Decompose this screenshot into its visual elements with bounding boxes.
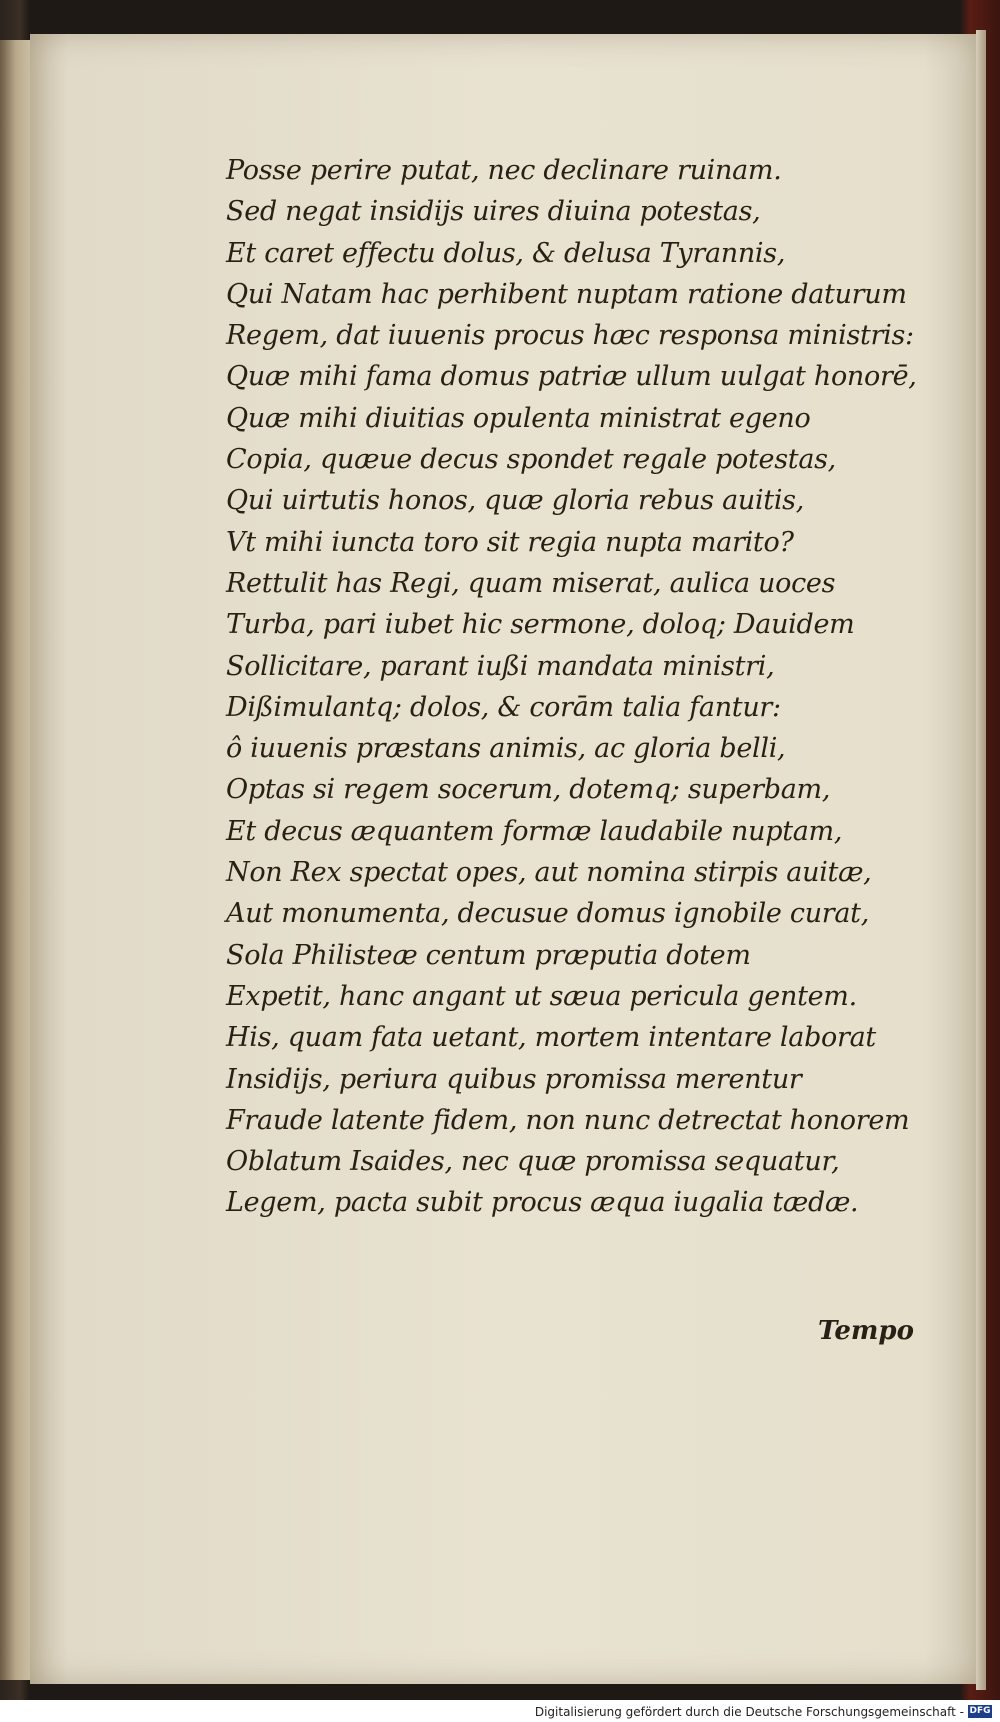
verse-line: Posse perire putat, nec declinare ruinam.	[226, 155, 782, 186]
verse-line: ô iuuenis præstans animis, ac gloria belli,	[226, 733, 786, 765]
verse-line: Dißimulantq; dolos, & corām talia fantur:	[226, 691, 781, 723]
verse-line: Oblatum Isaides, nec quæ promissa sequatur,	[226, 1146, 840, 1178]
verse-line: Sollicitare, parant iußi mandata ministri,	[226, 650, 775, 682]
funding-credit: Digitalisierung gefördert durch die Deutsche Forschungsgemeinschaft -	[534, 1705, 964, 1719]
verse-line: Et decus æquantem formæ laudabile nuptam,	[226, 815, 843, 847]
verse-line: Rettulit has Regi, quam miserat, aulica uoces	[226, 567, 836, 599]
verse-line: Legem, pacta subit procus æqua iugalia tædæ.	[226, 1187, 859, 1219]
dfg-logo-icon: DFG	[969, 1706, 991, 1716]
verse-line: Aut monumenta, decusue domus ignobile curat,	[226, 898, 870, 930]
digitization-footer	[0, 1700, 1000, 1722]
verse-line: Expetit, hanc angant ut sæua pericula gentem.	[226, 980, 857, 1012]
verse-line: Turba, pari iubet hic sermone, doloq; Dauidem	[226, 609, 855, 641]
verse-line: His, quam fata uetant, mortem intentare laborat	[226, 1022, 876, 1054]
verse-line: Fraude latente fidem, non nunc detrectat honorem	[226, 1104, 910, 1136]
verse-line: Qui uirtutis honos, quæ gloria rebus auitis,	[226, 485, 805, 517]
verse-line: Vt mihi iuncta toro sit regia nupta marito?	[226, 526, 794, 558]
verse-line: Qui Natam hac perhibent nuptam ratione daturum	[226, 278, 907, 310]
verse-line: Regem, dat iuuenis procus hæc responsa ministris:	[226, 320, 914, 352]
verse-line: Insidijs, periura quibus promissa merentur	[226, 1063, 802, 1095]
verse-line: Quæ mihi fama domus patriæ ullum uulgat honorē,	[226, 361, 917, 393]
verse-line: Sed negat insidijs uires diuina potestas,	[226, 196, 761, 228]
page-right-edge	[976, 30, 986, 1690]
verse-line: Et caret effectu dolus, & delusa Tyrannis,	[226, 237, 786, 269]
verse-line: Quæ mihi diuitias opulenta ministrat egeno	[226, 402, 811, 434]
verse-text-block	[226, 150, 946, 1224]
verse-line: Sola Philisteæ centum præputia dotem	[226, 939, 751, 971]
catchword: Tempo	[818, 1316, 914, 1346]
verse-line: Non Rex spectat opes, aut nomina stirpis auitæ,	[226, 857, 872, 889]
verse-line: Copia, quæue decus spondet regale potestas,	[226, 444, 836, 476]
verse-line: Optas si regem socerum, dotemq; superbam,	[226, 774, 831, 806]
